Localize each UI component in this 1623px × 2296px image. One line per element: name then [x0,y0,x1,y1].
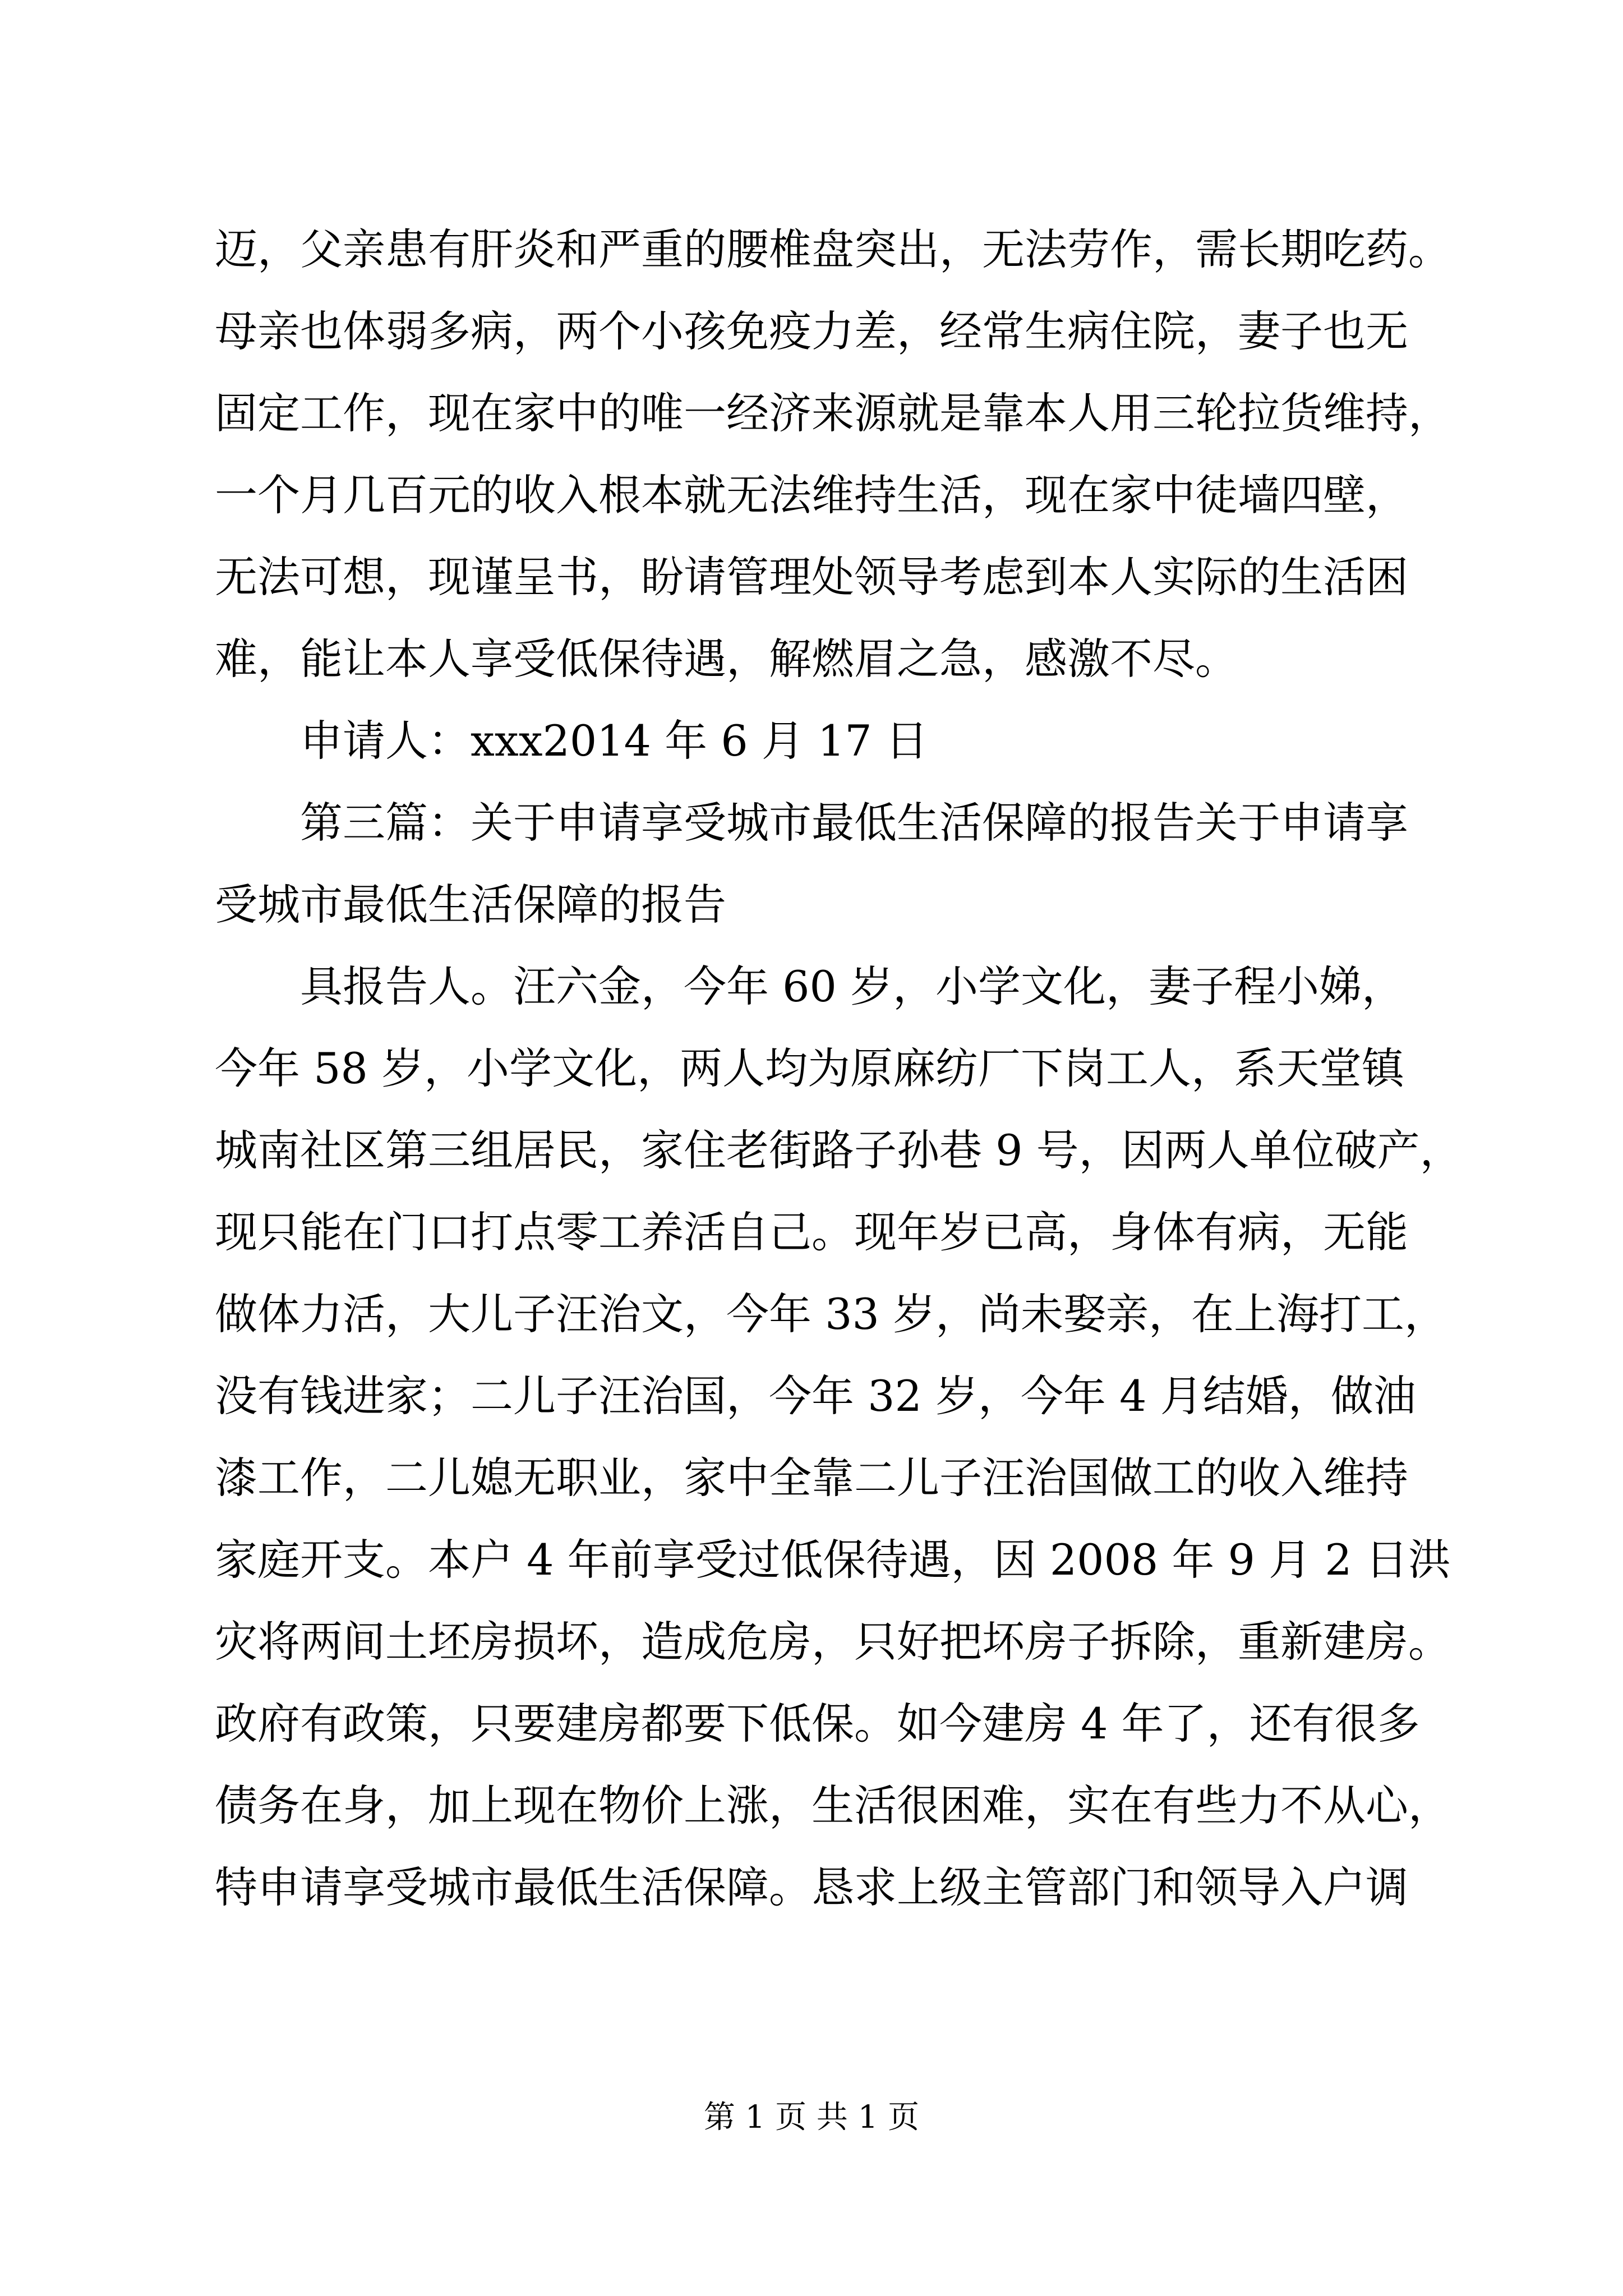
text-line: 政府有政策，只要建房都要下低保。如今建房 4 年了，还有很多 [215,1699,1420,1749]
text-line: 特申请享受城市最低生活保障。恳求上级主管部门和领导入户调 [215,1862,1408,1912]
text-line: 无法可想，现谨呈书，盼请管理处领导考虑到本人实际的生活困 [215,552,1408,602]
text-line: 今年 58 岁，小学文化，两人均为原麻纺厂下岗工人，系天堂镇 [215,1043,1405,1093]
text-line: 现只能在门口打点零工养活自己。现年岁已高，身体有病，无能 [215,1207,1408,1257]
text-line: 做体力活，大儿子汪治文，今年 33 岁，尚未娶亲，在上海打工， [215,1289,1447,1339]
text-line: 漆工作，二儿媳无职业，家中全靠二儿子汪治国做工的收入维持 [215,1453,1408,1503]
text-line: 难，能让本人享受低保待遇，解燃眉之急，感激不尽。 [215,634,1238,684]
text-line: 债务在身，加上现在物价上涨，生活很困难，实在有些力不从心， [215,1780,1451,1830]
text-line: 城南社区第三组居民，家住老街路子孙巷 9 号，因两人单位破产， [215,1125,1463,1175]
section-heading-line: 第三篇：关于申请享受城市最低生活保障的报告关于申请享 [300,798,1408,848]
text-line: 固定工作，现在家中的唯一经济来源就是靠本人用三轮拉货维持， [215,388,1451,438]
text-line: 母亲也体弱多病，两个小孩免疫力差，经常生病住院，妻子也无 [215,306,1408,356]
page-number-footer: 第 1 页 共 1 页 [703,2099,920,2136]
document-body [215,209,1471,1929]
text-line: 一个月几百元的收入根本就无法维持生活，现在家中徒墙四壁， [215,470,1408,520]
text-line: 迈，父亲患有肝炎和严重的腰椎盘突出，无法劳作，需长期吃药。 [215,224,1451,274]
signature-line: 申请人：xxx2014 年 6 月 17 日 [300,716,928,766]
text-line: 家庭开支。本户 4 年前享受过低保待遇，因 2008 年 9 月 2 日洪 [215,1535,1451,1585]
section-heading-line: 受城市最低生活保障的报告 [215,880,726,930]
text-line: 具报告人。汪六金，今年 60 岁，小学文化，妻子程小娣， [300,961,1405,1011]
text-line: 没有钱进家；二儿子汪治国，今年 32 岁，今年 4 月结婚，做油 [215,1371,1416,1421]
text-line: 灾将两间土坯房损坏，造成危房，只好把坏房子拆除，重新建房。 [215,1617,1451,1667]
